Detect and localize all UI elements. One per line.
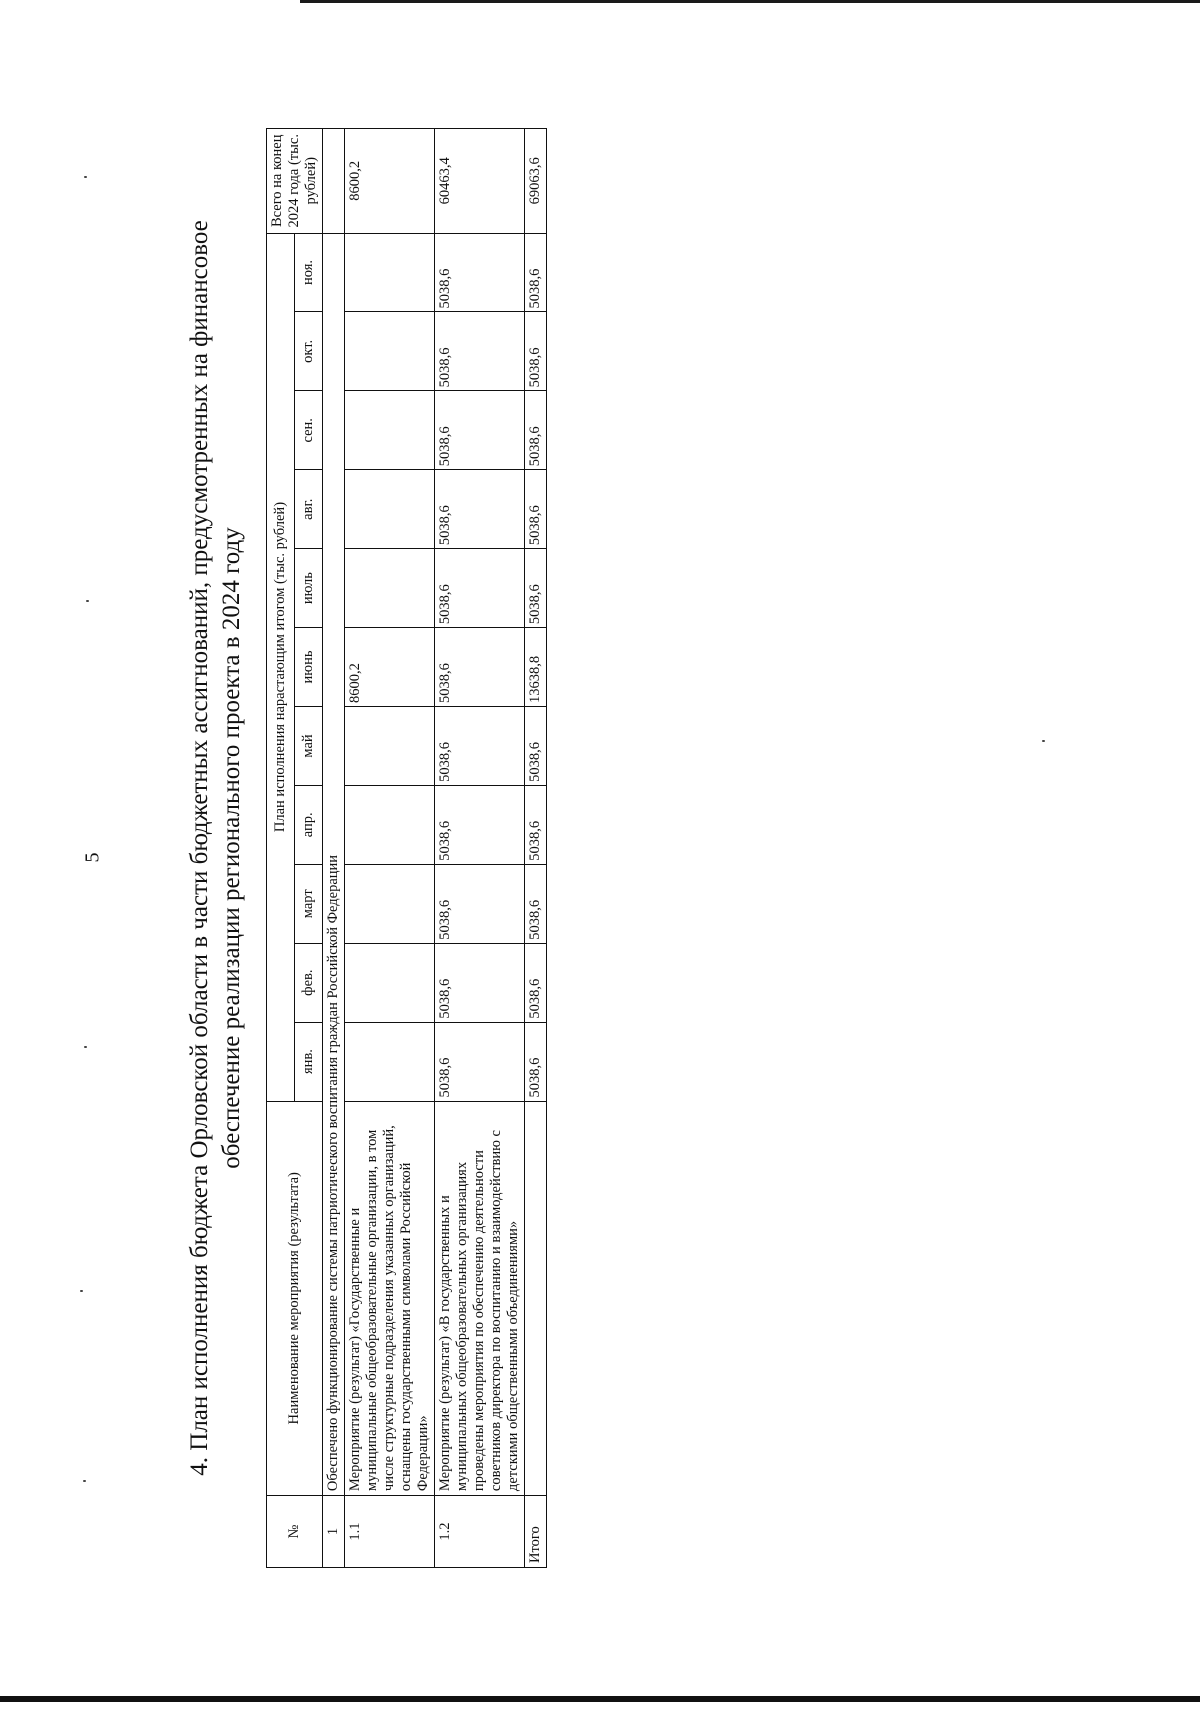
- header-month: ноя.: [295, 233, 323, 312]
- header-name: Наименование мероприятия (результата): [267, 1101, 323, 1496]
- table-row: [345, 129, 435, 1568]
- page-number: 5: [81, 852, 104, 863]
- total-month-value: 5038,6: [525, 785, 547, 864]
- scan-speck: [1042, 740, 1045, 742]
- header-month: июль: [295, 549, 323, 628]
- month-value-cell: [345, 706, 435, 785]
- month-value-cell: 5038,6: [435, 549, 525, 628]
- month-value-cell: 8600,2: [345, 628, 435, 707]
- total-label: Итого: [525, 1496, 547, 1568]
- month-value-cell: [345, 864, 435, 943]
- total-month-value: 5038,6: [525, 312, 547, 391]
- total-name-empty: [525, 1101, 547, 1496]
- month-value-cell: 5038,6: [435, 1022, 525, 1101]
- month-value-cell: [345, 549, 435, 628]
- header-month: март: [295, 864, 323, 943]
- table-header-row: [267, 129, 295, 1568]
- month-value-cell: 5038,6: [435, 628, 525, 707]
- header-month: фев.: [295, 943, 323, 1022]
- month-value-cell: 5038,6: [435, 391, 525, 470]
- month-value-cell: 5038,6: [435, 943, 525, 1022]
- month-value-cell: 5038,6: [435, 706, 525, 785]
- month-value-cell: 5038,6: [435, 470, 525, 549]
- month-value-cell: [345, 470, 435, 549]
- title-line-2: обеспечение реализации регионального проекта в 2024 году: [218, 527, 245, 1169]
- total-month-value: 5038,6: [525, 1022, 547, 1101]
- header-month: сен.: [295, 391, 323, 470]
- header-plan-group: План исполнения нарастающим итогом (тыс. рублей): [267, 233, 295, 1101]
- title-line-1: 4. План исполнения бюджета Орловской области в части бюджетных ассигнований, предусмотренных на финансовое: [186, 220, 213, 1476]
- section-row: [323, 129, 345, 1568]
- section-text: Обеспечено функционирование системы патриотического воспитания граждан Российской Федерации: [323, 233, 345, 1496]
- row-name: Мероприятие (результат) «Государственные и муниципальные общеобразовательные организации, в том числе структурные подразделения указанных организаций, оснащены государственными символами Российской Федерации»: [345, 1101, 435, 1496]
- row-number: 1.2: [435, 1496, 525, 1568]
- month-value-cell: [345, 1022, 435, 1101]
- month-value-cell: 5038,6: [435, 233, 525, 312]
- scan-speck: [86, 600, 89, 602]
- scan-edge-bottom: [0, 1696, 1200, 1702]
- total-month-value: 5038,6: [525, 943, 547, 1022]
- rotated-document: [184, 128, 684, 1568]
- header-no: №: [267, 1496, 323, 1568]
- header-month: апр.: [295, 785, 323, 864]
- total-month-value: 5038,6: [525, 391, 547, 470]
- header-month: июнь: [295, 628, 323, 707]
- total-month-value: 5038,6: [525, 706, 547, 785]
- scan-speck: [83, 1480, 86, 1482]
- month-value-cell: 5038,6: [435, 312, 525, 391]
- document-title: [184, 128, 248, 1568]
- header-month: окт.: [295, 312, 323, 391]
- month-value-cell: [345, 233, 435, 312]
- total-month-value: 5038,6: [525, 233, 547, 312]
- row-number: 1.1: [345, 1496, 435, 1568]
- header-total: Всего на конец 2024 года (тыс. рублей): [267, 129, 323, 234]
- total-month-value: 13638,8: [525, 628, 547, 707]
- row-name: Мероприятие (результат) «В государственных и муниципальных общеобразовательных организациях проведены мероприятия по обеспечению деятельности советников директора по воспитанию и взаимодействию с детскими общественными объединениями»: [435, 1101, 525, 1496]
- month-value-cell: [345, 785, 435, 864]
- total-month-value: 5038,6: [525, 549, 547, 628]
- month-value-cell: 5038,6: [435, 785, 525, 864]
- scan-speck: [84, 1046, 87, 1048]
- row-total: 60463,4: [435, 129, 525, 234]
- budget-plan-table: [266, 128, 547, 1568]
- month-value-cell: 5038,6: [435, 864, 525, 943]
- scan-speck: [80, 1290, 83, 1292]
- table-row: [435, 129, 525, 1568]
- grand-total: 69063,6: [525, 129, 547, 234]
- header-month: янв.: [295, 1022, 323, 1101]
- total-month-value: 5038,6: [525, 864, 547, 943]
- row-total: 8600,2: [345, 129, 435, 234]
- total-row: [525, 129, 547, 1568]
- header-month: авг.: [295, 470, 323, 549]
- section-empty-cell: [323, 129, 345, 234]
- month-value-cell: [345, 312, 435, 391]
- header-month: май: [295, 706, 323, 785]
- total-month-value: 5038,6: [525, 470, 547, 549]
- month-value-cell: [345, 943, 435, 1022]
- scan-speck: [84, 176, 87, 178]
- section-no: 1: [323, 1496, 345, 1568]
- scan-edge-top: [300, 0, 1200, 3]
- month-value-cell: [345, 391, 435, 470]
